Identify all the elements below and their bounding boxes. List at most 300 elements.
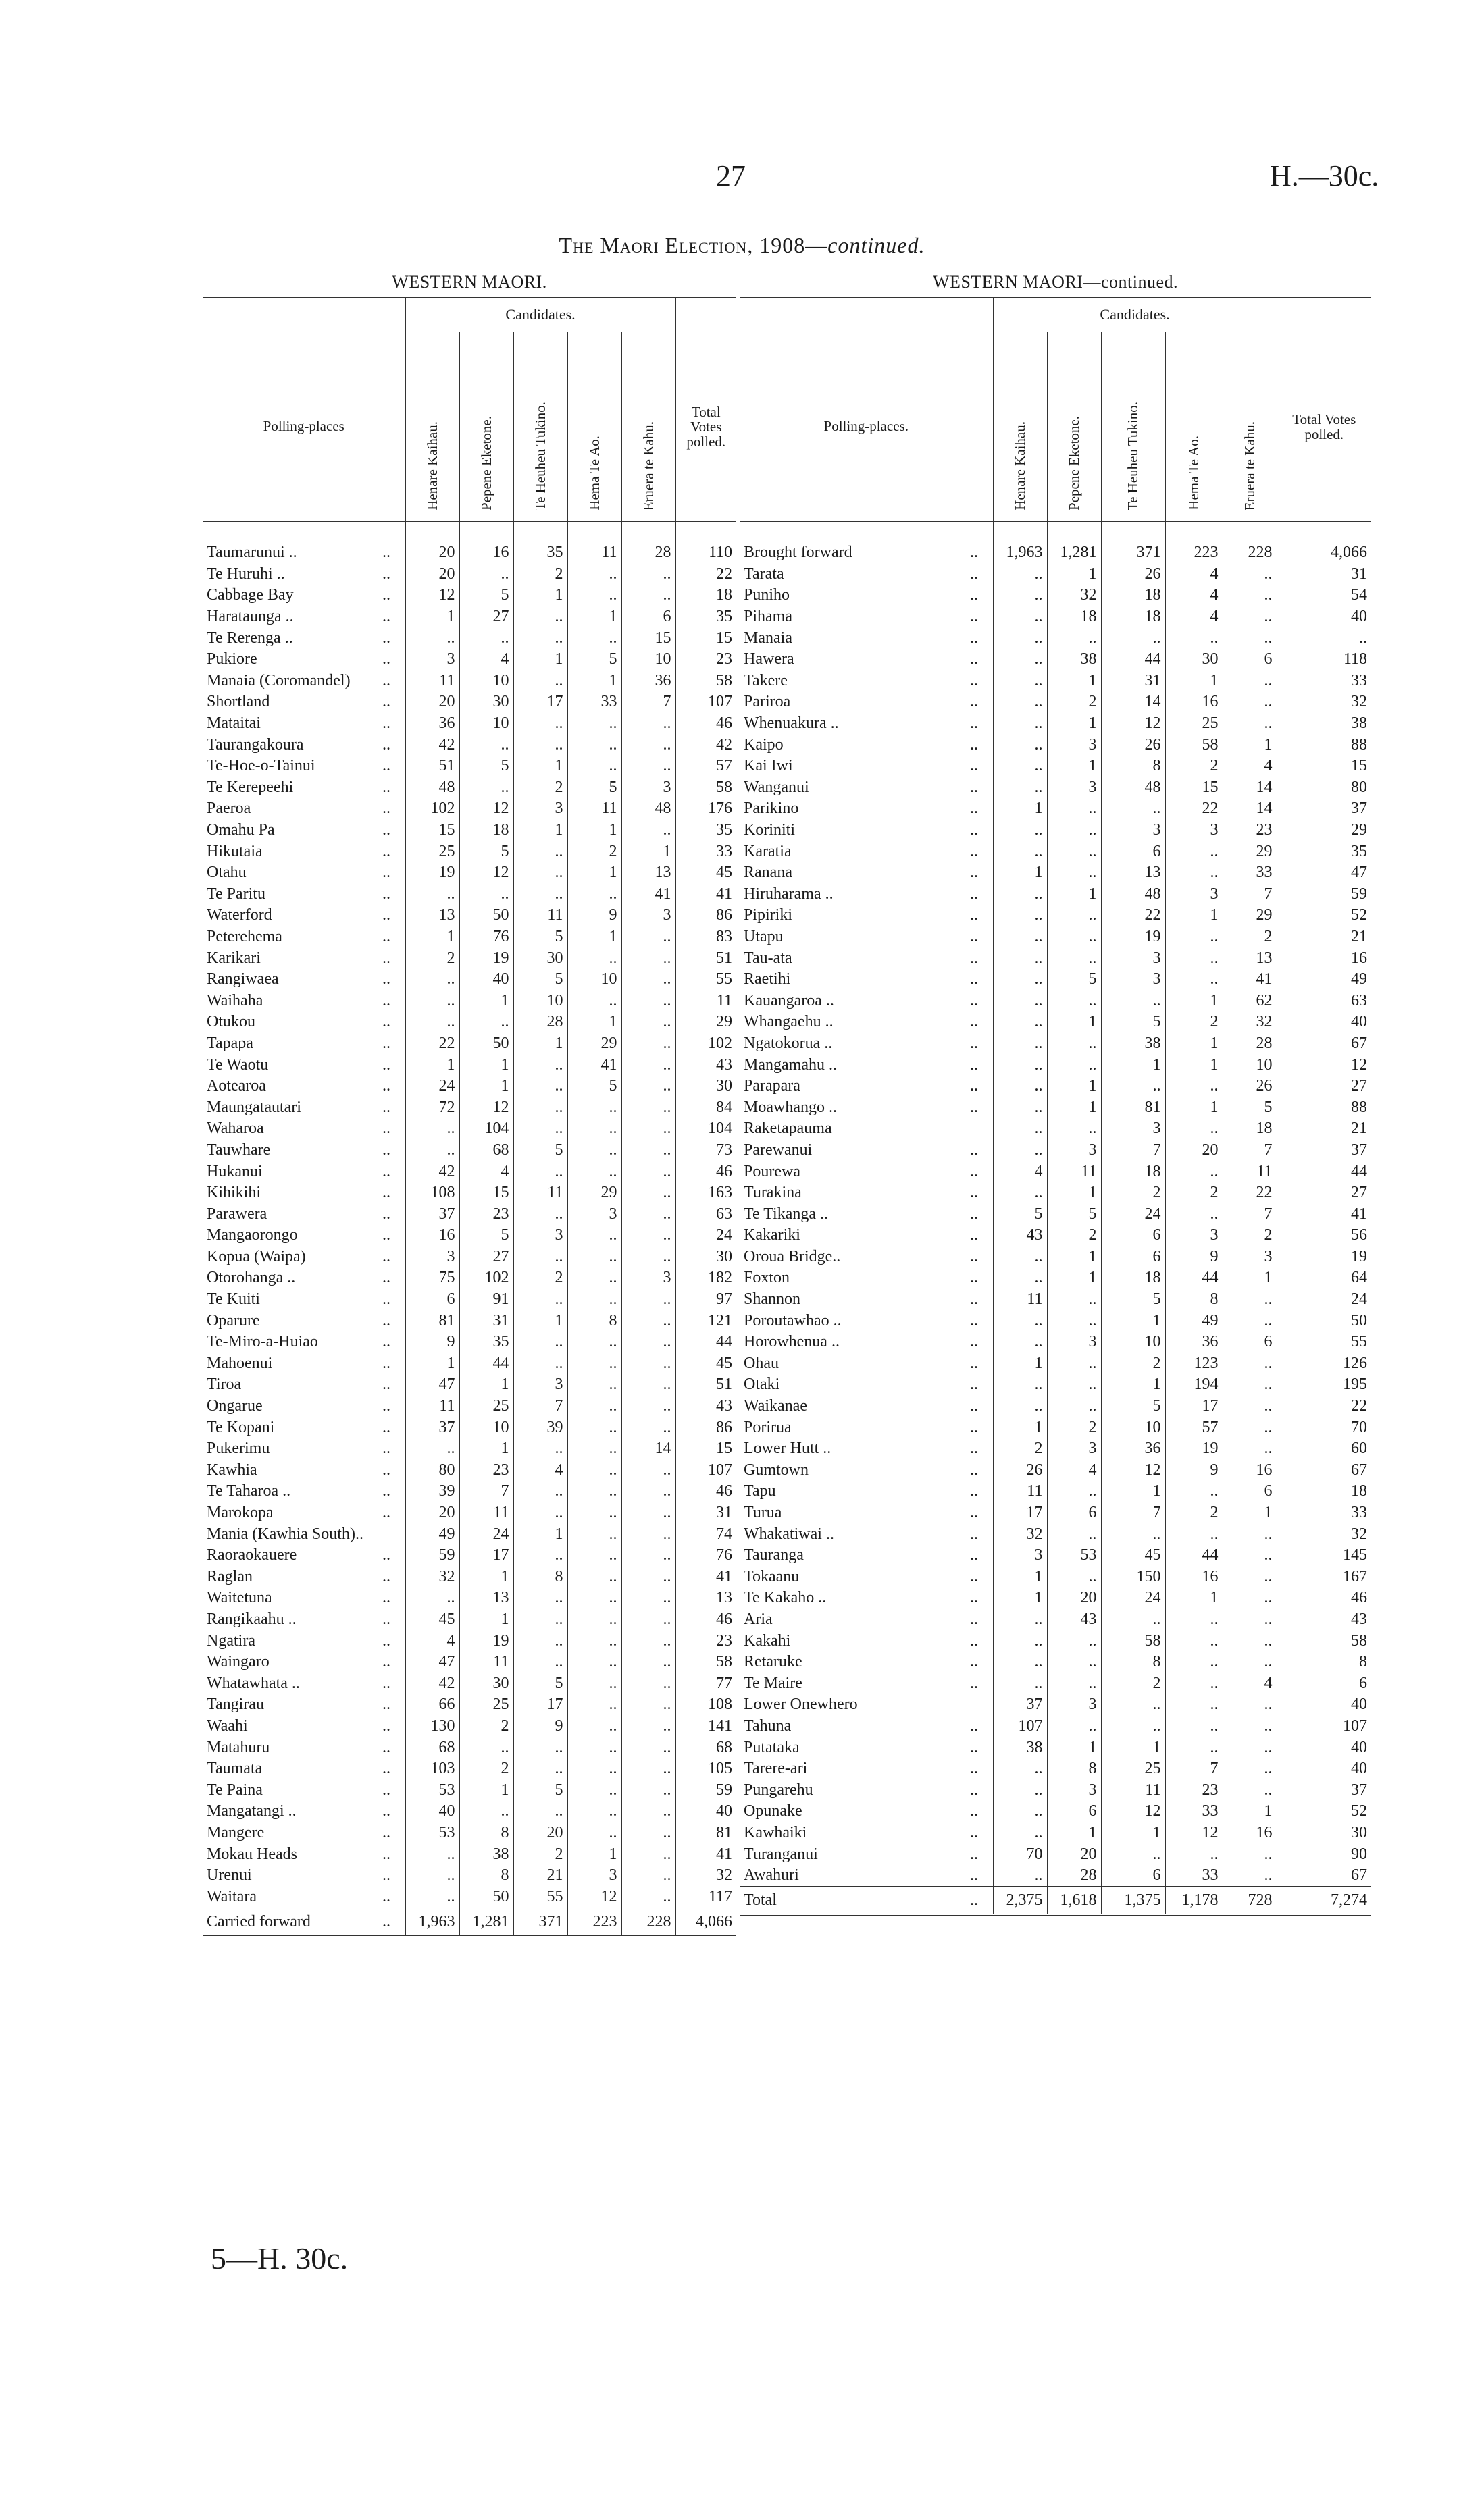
candidate-votes-cell: .. [1165,1609,1223,1631]
candidate-votes-cell: 5 [567,1076,621,1097]
leader-dots: .. [382,693,390,711]
candidate-votes-cell: 6 [405,1289,459,1311]
candidate-votes-cell: 19 [1165,1438,1223,1460]
candidate-votes-cell: .. [621,1417,675,1438]
candidate-votes-cell: 1,375 [1101,1887,1165,1915]
leader-dots: .. [382,1354,390,1372]
candidate-votes-cell: 9 [1165,1246,1223,1268]
total-votes-cell: 50 [1277,1310,1371,1332]
candidate-votes-cell: 19 [405,862,459,884]
candidate-votes-cell: .. [1223,606,1277,628]
candidate-votes-cell: .. [567,990,621,1012]
polling-place-name: Tau-ata [744,949,792,967]
candidate-votes-cell: 12 [1101,1801,1165,1822]
polling-place-name: Peterehema [207,927,282,945]
total-votes-cell: 23 [675,649,736,671]
candidate-votes-cell: .. [405,1438,459,1460]
polling-place-name: Paeroa [207,799,251,818]
candidate-votes-cell: 1 [459,1374,513,1396]
total-votes-cell: 68 [675,1737,736,1758]
table-row [740,1523,1371,1545]
table-row [740,1246,1371,1268]
total-votes-cell: 176 [675,798,736,820]
candidate-votes-cell: 6 [1047,1801,1101,1822]
candidate-votes-cell: 14 [1223,798,1277,820]
candidate-votes-cell: .. [1223,1779,1277,1801]
total-votes-cell: 37 [1277,1779,1371,1801]
candidate-votes-cell: 29 [567,1182,621,1204]
candidate-votes-cell: 2 [1047,1417,1101,1438]
total-votes-cell: 24 [1277,1289,1371,1311]
candidate-votes-cell: 17 [513,1694,567,1716]
candidate-votes-cell: .. [1047,1396,1101,1417]
candidate-votes-cell: .. [1223,564,1277,585]
table-row [740,1758,1371,1780]
polling-place-name: Pukiore [207,650,257,668]
leader-dots: .. [382,671,390,689]
polling-places-header: Polling-places [203,332,405,522]
candidate-header: Hema Te Ao. [1185,436,1202,510]
table-row [740,841,1371,862]
candidate-header: Pepene Eketone. [478,416,494,510]
candidate-votes-cell: 36 [621,671,675,692]
table-row [740,691,1371,713]
candidate-votes-cell: 38 [459,1843,513,1865]
candidate-votes-cell: .. [567,1545,621,1567]
polling-place-name: Taurangakoura [207,735,304,754]
total-votes-cell: 31 [675,1502,736,1524]
candidate-votes-cell: 68 [459,1140,513,1161]
candidate-votes-cell: 25 [1101,1758,1165,1780]
candidate-votes-cell: 103 [405,1758,459,1780]
total-votes-cell: 40 [675,1801,736,1822]
polling-place-name: Kakariki [744,1226,800,1244]
candidate-votes-cell: 3 [405,649,459,671]
candidate-votes-cell: .. [459,564,513,585]
candidate-votes-cell: .. [1101,1523,1165,1545]
table-row [203,1737,736,1758]
candidate-votes-cell: 81 [1101,1097,1165,1118]
table-row [740,1203,1371,1225]
polling-place-name: Turanganui [744,1845,818,1863]
candidate-votes-cell: 33 [567,691,621,713]
polling-place-name: Otahu [207,864,247,882]
table-row [203,926,736,948]
candidate-votes-cell: 25 [1165,713,1223,735]
candidate-votes-cell: 11 [459,1652,513,1673]
candidate-votes-cell: .. [993,1076,1047,1097]
leader-dots: .. [382,1504,390,1522]
candidate-votes-cell: .. [621,1097,675,1118]
leader-dots: .. [970,927,978,945]
total-votes-cell: 67 [1277,1460,1371,1481]
candidate-votes-cell: .. [621,756,675,777]
leader-dots: .. [970,1140,978,1159]
candidate-votes-cell: .. [993,1033,1047,1055]
candidate-votes-cell: 3 [513,1225,567,1246]
table-row [203,734,736,756]
candidate-votes-cell: 3 [621,1267,675,1289]
candidate-votes-cell: 1 [513,1310,567,1332]
leader-dots: .. [970,757,978,775]
polling-place-name: Whatawhata .. [207,1674,300,1692]
table-row [203,585,736,606]
candidate-votes-cell: .. [567,713,621,735]
candidate-votes-cell: .. [567,1481,621,1502]
candidate-votes-cell: 2 [993,1438,1047,1460]
candidate-votes-cell: .. [1101,798,1165,820]
polling-place-name: Tauwhare [207,1140,271,1159]
candidate-votes-cell: .. [993,671,1047,692]
candidate-votes-cell: 150 [1101,1567,1165,1588]
candidate-votes-cell: 102 [459,1267,513,1289]
candidate-votes-cell: 1 [1223,1267,1277,1289]
candidate-votes-cell: 1 [1047,564,1101,585]
leader-dots: .. [970,1504,978,1522]
candidate-votes-cell: 1 [567,606,621,628]
candidate-votes-cell: 55 [513,1886,567,1908]
total-votes-cell: 81 [675,1822,736,1844]
polling-place-name: Tauranga [744,1546,804,1565]
leader-dots: .. [382,1631,390,1650]
candidate-votes-cell: .. [513,1118,567,1140]
leader-dots: .. [970,544,978,562]
candidate-votes-cell: 12 [1101,713,1165,735]
candidate-votes-cell: .. [621,820,675,841]
candidate-votes-cell: 223 [567,1908,621,1937]
polling-place-name: Te-Hoe-o-Tainui [207,757,315,775]
leader-dots: .. [382,1418,390,1436]
polling-place-name: Matahuru [207,1738,270,1756]
candidate-votes-cell: 2 [1047,691,1101,713]
candidate-votes-cell: 24 [405,1076,459,1097]
candidate-votes-cell: .. [1047,947,1101,969]
total-votes-cell: 8 [1277,1652,1371,1673]
candidate-votes-cell: .. [621,1310,675,1332]
table-row [203,1843,736,1865]
total-votes-cell: 43 [675,1054,736,1076]
leader-dots: .. [970,1226,978,1244]
candidate-votes-cell: .. [1165,947,1223,969]
leader-dots: .. [382,1205,390,1223]
leader-dots: .. [970,1247,978,1265]
polling-place-name: Manaia [744,629,792,647]
candidate-header: Eruera te Kahu. [640,421,657,510]
candidate-votes-cell: 5 [567,777,621,799]
candidate-votes-cell: 1 [1165,1033,1223,1055]
candidate-votes-cell: 228 [1223,522,1277,564]
polling-place-name: Raglan [207,1567,253,1585]
table-row [203,627,736,649]
candidate-votes-cell: 1 [567,1012,621,1033]
candidate-header: Hema Te Ao. [586,436,603,510]
polling-place-name: Kakahi [744,1631,791,1650]
candidate-votes-cell: .. [621,1630,675,1652]
candidate-votes-cell: 44 [1165,1545,1223,1567]
leader-dots: .. [382,1610,390,1628]
candidate-votes-cell: 35 [459,1332,513,1353]
table-row [203,1140,736,1161]
candidate-votes-cell: 1 [1101,1310,1165,1332]
candidate-votes-cell: .. [1047,1374,1101,1396]
candidate-votes-cell: 1 [459,1779,513,1801]
candidate-header: Te Heuheu Tukino. [532,401,548,510]
table-row [203,1438,736,1460]
candidate-votes-cell: 1 [1101,1481,1165,1502]
polling-place-name: Te Waotu [207,1055,269,1074]
candidate-votes-cell: 1 [993,798,1047,820]
candidate-votes-cell: .. [513,671,567,692]
polling-place-name: Waihaha [207,991,263,1009]
candidate-votes-cell: 11 [567,522,621,564]
total-votes-cell: 22 [675,564,736,585]
candidate-votes-cell: 6 [621,606,675,628]
total-votes-cell: 42 [675,734,736,756]
candidate-votes-cell: .. [513,1353,567,1375]
table-row [203,1353,736,1375]
candidate-votes-cell: 32 [993,1523,1047,1545]
total-votes-cell: 52 [1277,905,1371,926]
total-votes-cell: 45 [675,862,736,884]
candidate-votes-cell: .. [1047,1652,1101,1673]
candidate-votes-cell: .. [621,1716,675,1737]
total-votes-cell: 67 [1277,1033,1371,1055]
candidate-votes-cell: .. [567,1652,621,1673]
leader-dots: .. [970,1418,978,1436]
leader-dots: .. [970,629,978,647]
candidate-votes-cell: .. [513,1289,567,1311]
candidate-votes-cell: 42 [405,734,459,756]
leader-dots: .. [970,799,978,818]
candidate-votes-cell: 20 [405,691,459,713]
table-row [203,1267,736,1289]
candidate-votes-cell: .. [1047,1716,1101,1737]
polling-place-name: Parawera [207,1205,267,1223]
candidate-votes-cell: 1 [1165,1097,1223,1118]
footer-signature: 5—H. 30c. [211,2241,349,2276]
leader-dots: .. [970,1205,978,1223]
candidate-votes-cell: 58 [1101,1630,1165,1652]
candidate-votes-cell: 23 [459,1203,513,1225]
candidate-votes-cell: 12 [567,1886,621,1908]
polling-place-name: Kawhia [207,1461,257,1479]
candidate-votes-cell: 1 [993,1567,1047,1588]
candidate-votes-cell: .. [993,585,1047,606]
candidate-votes-cell: .. [567,1225,621,1246]
candidate-votes-cell: .. [621,1652,675,1673]
total-votes-cell: 44 [1277,1161,1371,1182]
candidate-votes-cell: 41 [1223,969,1277,991]
candidate-votes-cell: 3 [1047,734,1101,756]
candidate-votes-cell: .. [993,1332,1047,1353]
candidate-votes-cell: .. [567,1630,621,1652]
total-votes-cell: 37 [1277,1140,1371,1161]
candidate-votes-cell: .. [1047,926,1101,948]
table-row [203,1886,736,1908]
table-row [740,884,1371,905]
candidate-votes-cell: 1 [567,820,621,841]
candidate-votes-cell: .. [513,1737,567,1758]
candidate-votes-cell: 11 [567,798,621,820]
total-votes-cell: 167 [1277,1567,1371,1588]
leader-dots: .. [970,714,978,733]
candidate-votes-cell: 11 [1223,1161,1277,1182]
leader-dots: .. [970,1631,978,1650]
table-row [740,1737,1371,1758]
candidate-votes-cell: .. [1165,1118,1223,1140]
leader-dots: .. [382,1375,390,1394]
total-votes-cell: 15 [1277,756,1371,777]
candidate-votes-cell: 1 [1047,671,1101,692]
leader-dots: .. [382,1397,390,1415]
table-row [740,947,1371,969]
table-row [203,1716,736,1737]
candidate-votes-cell: 57 [1165,1417,1223,1438]
candidate-votes-cell: 6 [1101,1865,1165,1887]
leader-dots: .. [970,1077,978,1095]
candidate-votes-cell: .. [567,1716,621,1737]
candidate-votes-cell: 27 [459,1246,513,1268]
candidate-votes-cell: 2 [513,1267,567,1289]
candidate-votes-cell: 9 [1165,1460,1223,1481]
table-row [203,1865,736,1887]
table-row [740,1587,1371,1609]
candidate-votes-cell: 19 [459,947,513,969]
candidate-votes-cell: 4 [405,1630,459,1652]
candidate-votes-cell: .. [993,1609,1047,1631]
total-votes-cell: 19 [1277,1246,1371,1268]
polling-place-name: Retaruke [744,1653,802,1671]
polling-place-name: Tapu [744,1482,776,1500]
candidate-votes-cell: 5 [1101,1012,1165,1033]
leader-dots: .. [970,1375,978,1394]
candidate-votes-cell: 9 [405,1332,459,1353]
candidate-votes-cell: .. [513,606,567,628]
candidate-votes-cell: 5 [567,649,621,671]
candidate-votes-cell: 10 [1101,1332,1165,1353]
total-votes-cell: 67 [1277,1865,1371,1887]
candidate-votes-cell: 37 [405,1417,459,1438]
candidate-votes-cell: 12 [459,862,513,884]
candidate-votes-cell: 7 [1223,884,1277,905]
candidate-votes-cell: .. [459,777,513,799]
table-row [203,1822,736,1844]
total-votes-cell: 51 [675,947,736,969]
candidate-votes-cell: .. [621,1587,675,1609]
candidate-votes-cell: .. [621,1801,675,1822]
total-votes-cell: 97 [675,1289,736,1311]
candidate-votes-cell: .. [621,969,675,991]
candidate-votes-cell: .. [1047,1353,1101,1375]
candidate-votes-cell: .. [567,1267,621,1289]
table-row [203,777,736,799]
total-votes-cell: 22 [1277,1396,1371,1417]
polling-place-name: Ohau [744,1354,779,1372]
polling-place-name: Porirua [744,1418,792,1436]
table-row [740,1396,1371,1417]
polling-place-name: Te Rerenga .. [207,629,293,647]
polling-places-header: Polling-places. [740,332,993,522]
candidate-votes-cell: 5 [1223,1097,1277,1118]
right-table-section [740,267,1371,1916]
candidate-votes-cell: 25 [459,1396,513,1417]
leader-dots: .. [378,1908,405,1937]
candidate-votes-cell: 5 [513,1673,567,1694]
candidate-votes-cell: 30 [1165,649,1223,671]
candidate-votes-cell: 16 [1165,1567,1223,1588]
leader-dots: .. [382,885,390,903]
candidate-votes-cell: 20 [405,1502,459,1524]
candidate-votes-cell: 8 [1047,1758,1101,1780]
polling-place-name: Otukou [207,1013,255,1031]
candidate-votes-cell: 1 [405,926,459,948]
polling-place-name: Tapapa [207,1034,253,1052]
total-votes-cell: 58 [675,777,736,799]
candidates-header: Candidates. [993,298,1277,332]
polling-place-name: Mangere [207,1823,265,1841]
table-row [203,522,736,564]
candidate-votes-cell: 1 [993,862,1047,884]
table-row [740,1843,1371,1865]
table-row [740,1716,1371,1737]
total-votes-cell: 59 [675,1779,736,1801]
polling-place-name: Tokaanu [744,1567,800,1585]
leader-dots: .. [382,1546,390,1565]
candidate-votes-cell: .. [1047,1523,1101,1545]
leader-dots: .. [970,1290,978,1309]
candidate-votes-cell: 4 [1165,585,1223,606]
candidate-votes-cell: 1 [513,649,567,671]
candidate-votes-cell: 1 [567,862,621,884]
polling-place-name: Shannon [744,1290,800,1309]
candidate-votes-cell: 1 [1223,734,1277,756]
table-row [740,777,1371,799]
candidate-votes-cell: 7 [621,691,675,713]
candidate-votes-cell: 6 [1223,1481,1277,1502]
table-row [203,1203,736,1225]
candidate-votes-cell: 29 [567,1033,621,1055]
candidate-votes-cell: 11 [1101,1779,1165,1801]
total-votes-cell: 32 [1277,691,1371,713]
leader-dots: .. [382,650,390,668]
candidate-votes-cell: .. [993,1396,1047,1417]
candidate-votes-cell: 5 [459,585,513,606]
candidate-votes-cell: 8 [1101,1652,1165,1673]
polling-place-name: Waitara [207,1887,257,1906]
candidate-votes-cell: 20 [1047,1587,1101,1609]
total-votes-cell: 30 [675,1246,736,1268]
total-votes-cell: 29 [1277,820,1371,841]
table-row [203,1161,736,1182]
candidate-votes-cell: .. [993,884,1047,905]
polling-place-name: Kihikihi [207,1184,261,1202]
candidate-votes-cell: .. [993,926,1047,948]
right-results-table [740,297,1371,1916]
table-row [740,798,1371,820]
leader-dots: .. [970,1716,978,1735]
table-row [740,1630,1371,1652]
candidate-votes-cell: .. [567,1289,621,1311]
candidate-votes-cell: 3 [567,1203,621,1225]
candidate-votes-cell: .. [621,1033,675,1055]
candidate-votes-cell: .. [621,1886,675,1908]
candidate-votes-cell: .. [1101,627,1165,649]
leader-dots: .. [970,1525,978,1543]
leader-dots: .. [382,970,390,989]
candidate-votes-cell: 1 [993,1353,1047,1375]
leader-dots: .. [382,1866,390,1885]
candidate-votes-cell: 2 [513,777,567,799]
